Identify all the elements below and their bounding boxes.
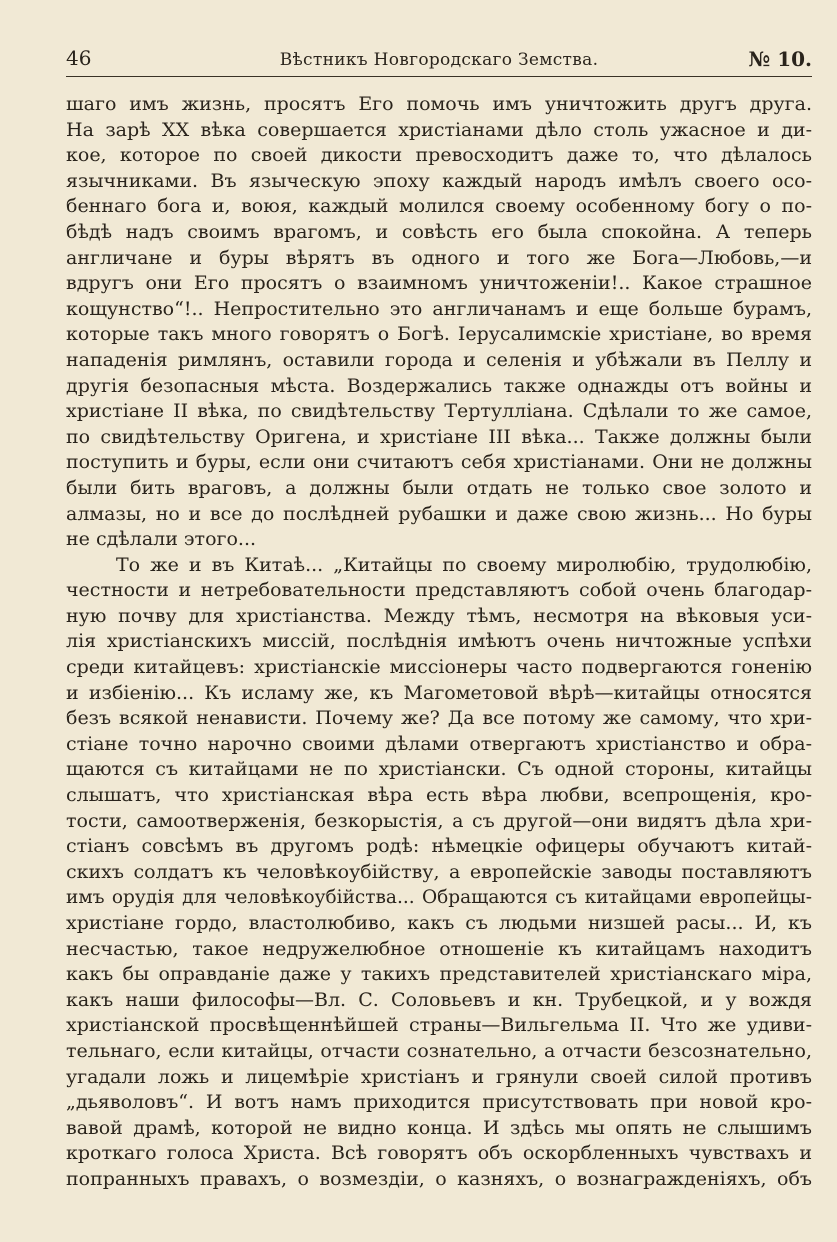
text-line: среди китайцевъ: христіанскіе миссіонеры часто подвергаются гоненію <box>66 656 812 679</box>
paragraph-start-line: То же и въ Китаѣ... „Китайцы по своему миролюбію, трудолюбію, <box>116 553 812 576</box>
journal-title: Вѣстникъ Новгородскаго Земства. <box>279 50 599 70</box>
text-line: „дьяволовъ“. И вотъ намъ приходится присутствовать при новой кро- <box>66 1091 812 1114</box>
text-line: безъ всякой ненависти. Почему же? Да все потому же самому, что хри- <box>66 707 812 730</box>
text-line: вдругъ они Его просятъ о взаимномъ уничтоженіи!.. Какое страшное <box>66 272 812 295</box>
text-line: лія христіанскихъ миссій, послѣднія имѣютъ очень ничтожные успѣхи <box>66 630 812 653</box>
text-line: христіанской просвѣщеннѣйшей страны—Вильгельма II. Что же удиви- <box>66 1014 812 1037</box>
text-line: англичане и буры вѣрятъ въ одного и того же Бога—Любовь,—и <box>66 246 812 269</box>
text-line: ную почву для христіанства. Между тѣмъ, несмотря на вѣковыя уси- <box>66 604 812 627</box>
text-line: кое, которое по своей дикости превосходитъ даже то, что дѣлалось <box>66 144 812 167</box>
article-body <box>66 92 812 1193</box>
text-line: тельнаго, если китайцы, отчасти сознательно, а отчасти безсознательно, <box>66 1039 812 1062</box>
text-line: щаются съ китайцами не по христіански. Съ одной стороны, китайцы <box>66 758 812 781</box>
text-line: нападенія римлянъ, оставили города и селенія и убѣжали въ Пеллу и <box>66 348 812 371</box>
text-line: и избіенію... Къ исламу же, къ Магометовой вѣрѣ—китайцы относятся <box>66 681 812 704</box>
page-number: 46 <box>66 46 92 70</box>
text-line: поступить и буры, если они считаютъ себя христіанами. Они не должны <box>66 451 812 474</box>
text-line: какъ бы оправданіе даже у такихъ представителей христіанскаго міра, <box>66 963 812 986</box>
text-line: попранныхъ правахъ, о возмездіи, о казняхъ, о вознагражденіяхъ, объ <box>66 1167 812 1190</box>
paragraph-end-line: не сдѣлали этого... <box>66 528 257 551</box>
text-line: бѣдѣ надъ своимъ врагомъ, и совѣсть его была спокойна. А теперь <box>66 220 812 243</box>
text-line: кроткаго голоса Христа. Всѣ говорятъ объ оскорбленныхъ чувствахъ и <box>66 1142 812 1165</box>
text-line: угадали ложь и лицемѣріе христіанъ и грянули своей силой противъ <box>66 1065 812 1088</box>
text-line: скихъ солдатъ къ человѣкоубійству, а европейскіе заводы поставляютъ <box>66 860 812 883</box>
issue-number: № 10. <box>748 47 812 71</box>
text-line: по свидѣтельству Оригена, и христіане III вѣка... Также должны были <box>66 425 812 448</box>
text-line: христіане II вѣка, по свидѣтельству Тертулліана. Сдѣлали то же самое, <box>66 400 812 423</box>
text-line: несчастью, такое недружелюбное отношеніе къ китайцамъ находитъ <box>66 937 812 960</box>
page-header <box>66 42 812 77</box>
text-line: стіанъ совсѣмъ въ другомъ родѣ: нѣмецкіе офицеры обучаютъ китай- <box>66 835 812 858</box>
text-line: стіане точно нарочно своими дѣлами отвергаютъ христіанство и обра- <box>66 732 812 755</box>
text-line: другія безопасныя мѣста. Воздержались также однажды отъ войны и <box>66 374 812 397</box>
text-line: которые такъ много говорятъ о Богѣ. Іерусалимскіе христіане, во время <box>66 323 812 346</box>
text-line: алмазы, но и все до послѣдней рубашки и даже свою жизнь... Но буры <box>66 502 812 525</box>
text-line: На зарѣ XX вѣка совершается христіанами дѣло столь ужасное и ди- <box>66 118 812 141</box>
text-line: язычниками. Въ языческую эпоху каждый народъ имѣлъ своего осо- <box>66 169 812 192</box>
text-line: слышатъ, что христіанская вѣра есть вѣра любви, всепрощенія, кро- <box>66 784 812 807</box>
text-line: вавой драмѣ, которой не видно конца. И здѣсь мы опять не слышимъ <box>66 1116 812 1139</box>
text-line: христіане гордо, властолюбиво, какъ съ людьми низшей расы... И, къ <box>66 912 812 934</box>
text-line: беннаго бога и, воюя, каждый молился своему особенному богу о по- <box>66 195 812 218</box>
text-line: кощунство“!.. Непростительно это англичанамъ и еще больше бурамъ, <box>66 297 812 320</box>
text-line: какъ наши философы—Вл. С. Соловьевъ и кн. Трубецкой, и у вождя <box>66 988 812 1011</box>
text-line: были бить враговъ, а должны были отдать не только свое золото и <box>66 476 812 499</box>
text-line: имъ орудія для человѣкоубійства... Обращаются съ китайцами европейцы- <box>66 887 812 909</box>
text-line: шаго имъ жизнь, просятъ Его помочь имъ уничтожить другъ друга. <box>66 93 812 115</box>
text-line: тости, самоотверженія, безкорыстія, а съ другой—они видятъ дѣла хри- <box>66 809 812 832</box>
text-line: честности и нетребовательности представляютъ собой очень благодар- <box>66 579 812 602</box>
